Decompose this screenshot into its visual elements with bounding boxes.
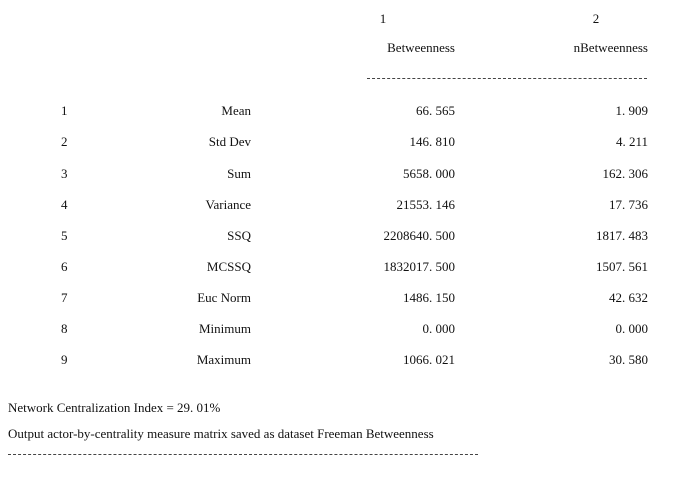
row-number: 9 [61,352,68,367]
row-label: Variance [205,197,251,212]
saved-dataset-note: Output actor-by-centrality measure matrix saved as dataset Freeman Betweenness [8,426,434,441]
column-header-nbetweenness: nBetweenness [573,40,648,55]
header-divider [367,78,647,79]
row-number: 5 [61,228,68,243]
nbetweenness-value: 1. 909 [615,103,648,118]
row-number: 8 [61,321,68,336]
nbetweenness-value: 17. 736 [609,197,648,212]
nbetweenness-value: 1507. 561 [596,259,648,274]
row-number: 6 [61,259,68,274]
nbetweenness-value: 42. 632 [609,290,648,305]
column-index-1: 1 [379,11,387,26]
betweenness-value: 2208640. 500 [383,228,455,243]
row-label: Euc Norm [197,290,251,305]
footer-divider [8,454,478,455]
row-label: Mean [221,103,251,118]
nbetweenness-value: 1817. 483 [596,228,648,243]
row-label: Sum [227,166,251,181]
centralization-index: Network Centralization Index = 29. 01% [8,400,221,415]
betweenness-value: 0. 000 [422,321,455,336]
row-number: 7 [61,290,68,305]
nbetweenness-value: 0. 000 [615,321,648,336]
row-number: 4 [61,197,68,212]
row-number: 3 [61,166,68,181]
row-number: 2 [61,134,68,149]
betweenness-value: 5658. 000 [403,166,455,181]
betweenness-value: 1066. 021 [403,352,455,367]
row-label: Std Dev [208,134,251,149]
nbetweenness-value: 4. 211 [615,134,648,149]
row-number: 1 [61,103,68,118]
row-label: MCSSQ [206,259,251,274]
column-index-2: 2 [592,11,600,26]
betweenness-value: 1486. 150 [403,290,455,305]
row-label: Maximum [196,352,251,367]
row-label: Minimum [198,321,251,336]
betweenness-value: 21553. 146 [396,197,455,212]
betweenness-value: 1832017. 500 [383,259,455,274]
column-header-betweenness: Betweenness [387,40,455,55]
row-label: SSQ [227,228,251,243]
nbetweenness-value: 162. 306 [602,166,648,181]
betweenness-value: 146. 810 [409,134,455,149]
nbetweenness-value: 30. 580 [609,352,648,367]
betweenness-value: 66. 565 [416,103,455,118]
